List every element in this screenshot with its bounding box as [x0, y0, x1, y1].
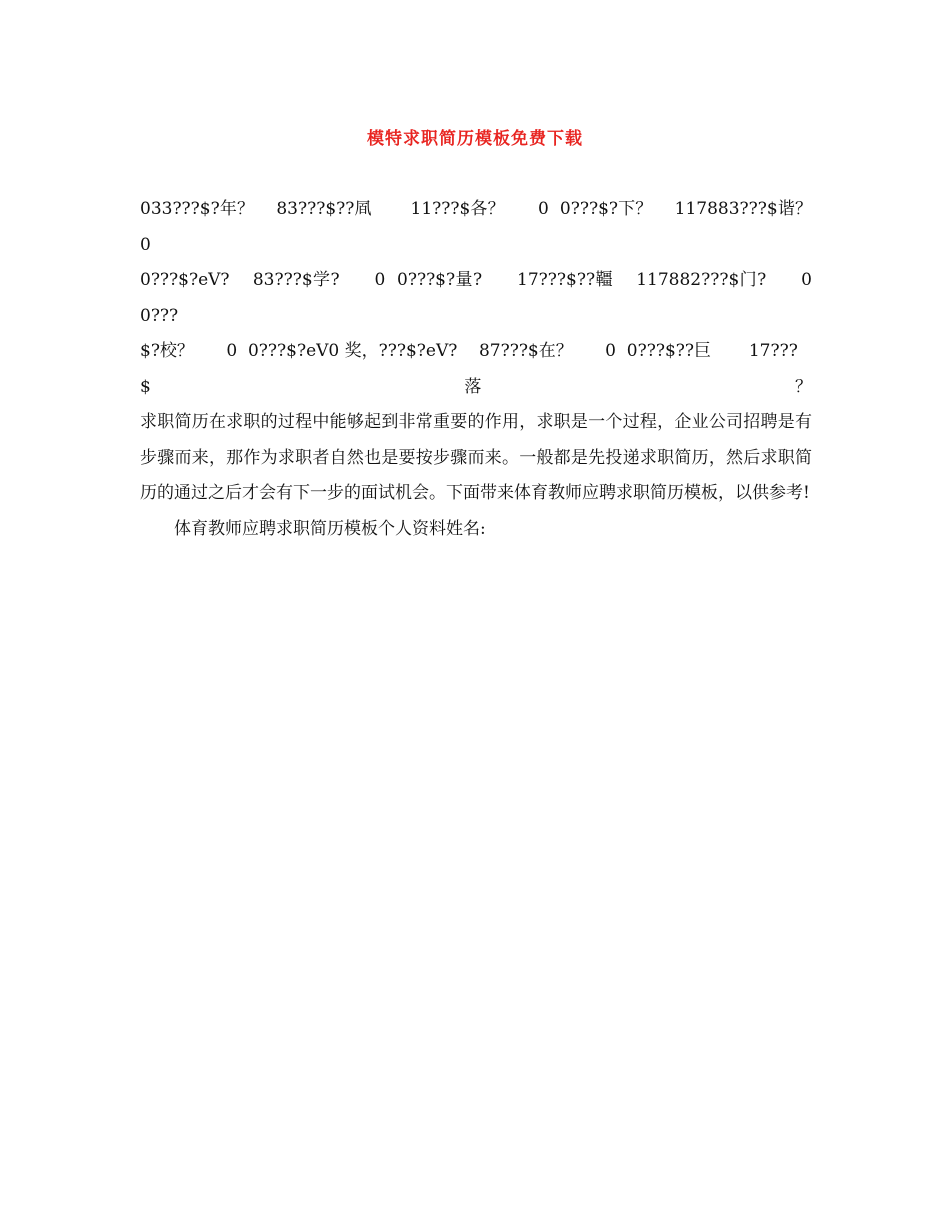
garbled-text-line-2: 0???$?eV? 83???$学? 0 0???$?量? 17???$??韁 117882???$门? 0 0???	[140, 270, 823, 326]
garbled-text-line-1: 033???$?年？ 83???$??凮 11???$各？ 0 0???$?下？ 117883???$谐？ 0	[140, 199, 845, 255]
section-heading-line: 体育教师应聘求职简历模板个人资料姓名:	[174, 518, 486, 539]
garbled-text-line-3: $?校？ 0 0???$?eV0 奖，???$?eV? 87???$在？ 0 0???$??巨 17???$落？	[140, 341, 812, 397]
intro-paragraph: 求职简历在求职的过程中能够起到非常重要的作用，求职是一个过程，企业公司招聘是有步骤而来，那作为求职者自然也是要按步骤而来。一般都是先投递求职简历，然后求职简历的通过之后才会有下一步的面试机会。下面带来体育教师应聘求职简历模板，以供参考!	[140, 412, 812, 503]
document-title: 模特求职简历模板免费下载	[367, 129, 583, 149]
document-body	[140, 192, 845, 547]
